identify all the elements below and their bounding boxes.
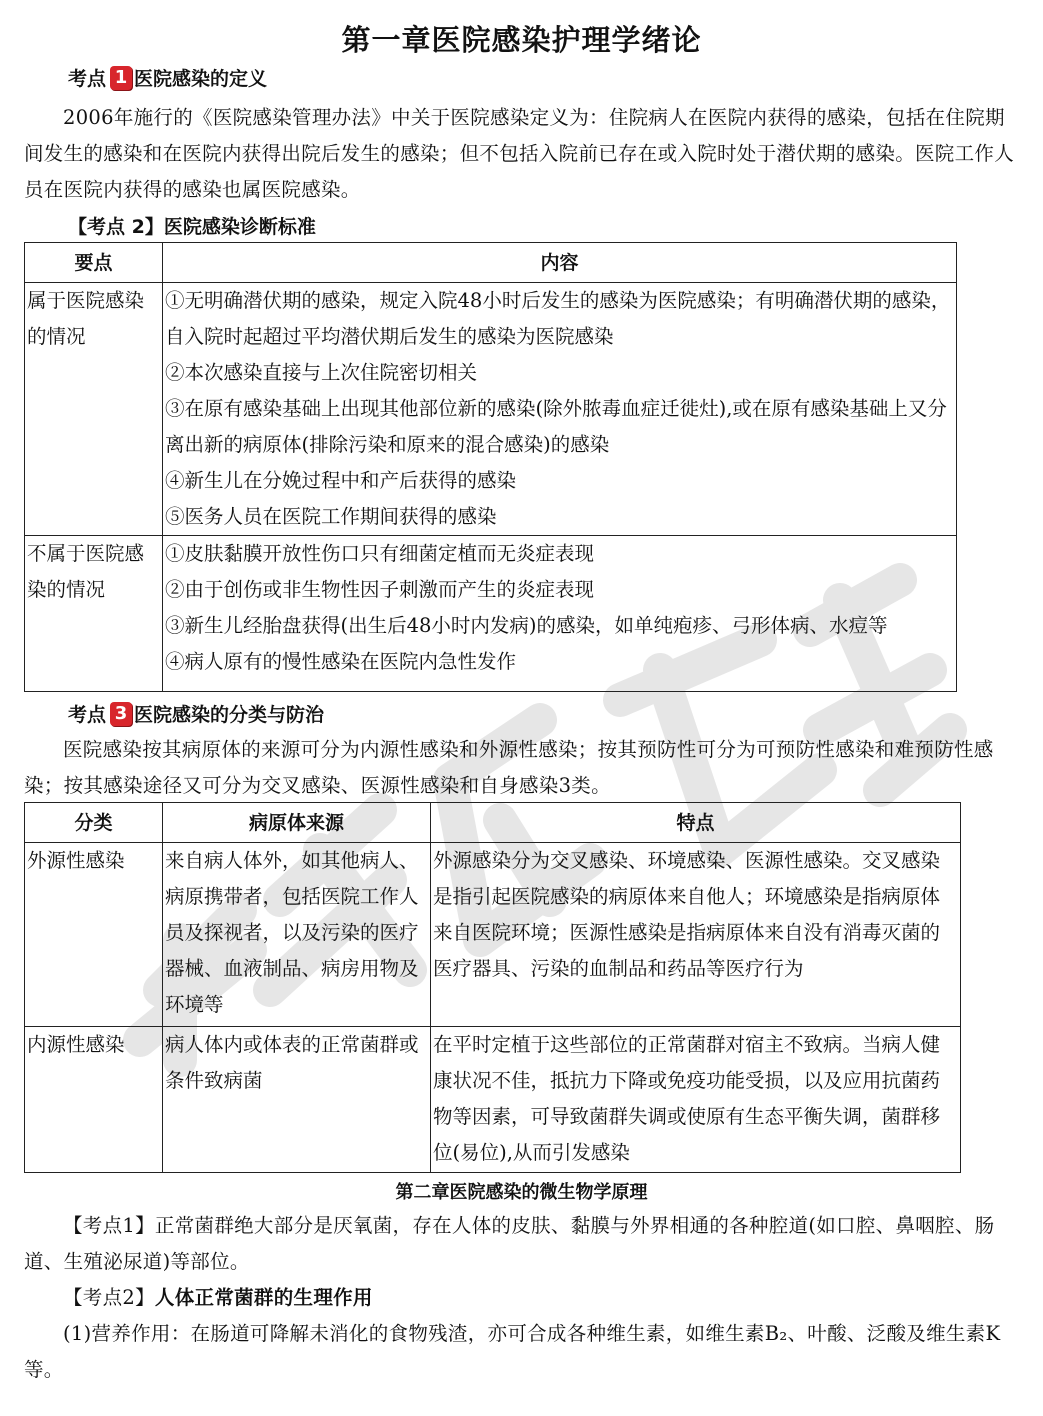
list-item: ③新生儿经胎盘获得(出生后48小时内发病)的感染，如单纯疱疹、弓形体病、水痘等 bbox=[165, 614, 888, 637]
diagnosis-table bbox=[24, 242, 957, 692]
chapter2-title: 第二章医院感染的微生物学原理 bbox=[395, 1182, 648, 1203]
table-row bbox=[25, 536, 957, 692]
ch2-kp1-text: 正常菌群绝大部分是厌氧菌，存在人体的皮肤、黏膜与外界相通的各种腔道(如口腔、鼻咽腔、肠道、生殖泌尿道)等部位。 bbox=[24, 1214, 995, 1273]
classification-header-category: 分类 bbox=[25, 803, 163, 843]
list-item: ⑤医务人员在医院工作期间获得的感染 bbox=[165, 505, 497, 528]
diagnosis-header-content: 内容 bbox=[163, 243, 957, 283]
ch2-kp1-paragraph bbox=[24, 1208, 1014, 1280]
list-item: ①无明确潜伏期的感染，规定入院48小时后发生的感染为医院感染；有明确潜伏期的感染，自入院时起超过平均潜伏期后发生的感染为医院感染 bbox=[165, 289, 951, 348]
list-item: ③在原有感染基础上出现其他部位新的感染(除外脓毒血症迁徙灶),或在原有感染基础上又分离出新的病原体(排除污染和原来的混合感染)的感染 bbox=[165, 397, 947, 456]
kp3-paragraph: 医院感染按其病原体的来源可分为内源性感染和外源性感染；按其预防性可分为可预防性感染和难预防性感染；按其感染途径又可分为交叉感染、医源性感染和自身感染3类。 bbox=[24, 738, 994, 797]
list-item: ①皮肤黏膜开放性伤口只有细菌定植而无炎症表现 bbox=[165, 542, 595, 565]
ch2-kp2-label: 【考点2】 bbox=[63, 1286, 155, 1309]
list-item: ④病人原有的慢性感染在医院内急性发作 bbox=[165, 650, 517, 673]
ch2-kp2-item1: (1)营养作用：在肠道可降解未消化的食物残渣，亦可合成各种维生素，如维生素B₂、叶酸、泛酸及维生素K等。 bbox=[24, 1322, 1001, 1381]
diagnosis-header-point: 要点 bbox=[25, 243, 163, 283]
table-row bbox=[25, 283, 957, 536]
exogenous-source: 来自病人体外，如其他病人、病原携带者，包括医院工作人员及探视者，以及污染的医疗器械、血液制品、病房用物及环境等 bbox=[163, 843, 431, 1027]
classification-header-feature: 特点 bbox=[431, 803, 961, 843]
classification-table bbox=[24, 802, 961, 1173]
classification-header-source: 病原体来源 bbox=[163, 803, 431, 843]
kp1-heading bbox=[68, 64, 267, 91]
endogenous-feature: 在平时定植于这些部位的正常菌群对宿主不致病。当病人健康状况不佳，抵抗力下降或免疫功能受损，以及应用抗菌药物等因素，可导致菌群失调或使原有生态平衡失调，菌群移位(易位),从而引发感染 bbox=[431, 1027, 961, 1173]
kp2-heading bbox=[68, 212, 316, 239]
ch2-kp2-heading-text: 人体正常菌群的生理作用 bbox=[154, 1286, 373, 1309]
kp1-paragraph: 2006年施行的《医院感染管理办法》中关于医院感染定义为：住院病人在医院内获得的感染，包括在住院期间发生的感染和在医院内获得出院后发生的感染；但不包括入院前已存在或入院时处于潜伏期的感染。医院工作人员在医院内获得的感染也属医院感染。 bbox=[24, 106, 1015, 201]
table-row bbox=[25, 1027, 961, 1173]
kp3-heading-text: 医院感染的分类与防治 bbox=[134, 704, 325, 726]
classification-table-header bbox=[25, 803, 961, 843]
kp3-prefix: 考点 bbox=[68, 704, 107, 726]
endogenous-category: 内源性感染 bbox=[25, 1027, 163, 1173]
kp3-number-badge: 3 bbox=[110, 702, 132, 726]
ch2-kp1-label: 【考点1】 bbox=[63, 1214, 155, 1237]
ch2-kp2-heading bbox=[24, 1280, 1014, 1316]
kp1-heading-text: 医院感染的定义 bbox=[134, 68, 268, 90]
kp2-heading-text: 【考点 2】医院感染诊断标准 bbox=[68, 216, 316, 238]
kp1-prefix: 考点 bbox=[68, 68, 107, 90]
diagnosis-table-header bbox=[25, 243, 957, 283]
diagnosis-row1-point: 属于医院感染的情况 bbox=[25, 283, 163, 536]
diagnosis-row1-content bbox=[163, 283, 957, 536]
kp1-number-badge: 1 bbox=[110, 66, 132, 90]
kp3-heading bbox=[68, 700, 324, 727]
diagnosis-row2-content bbox=[163, 536, 957, 692]
chapter1-title: 第一章医院感染护理学绪论 bbox=[341, 23, 702, 57]
list-item: ②本次感染直接与上次住院密切相关 bbox=[165, 361, 478, 384]
table-row bbox=[25, 843, 961, 1027]
exogenous-category: 外源性感染 bbox=[25, 843, 163, 1027]
list-item: ②由于创伤或非生物性因子刺激而产生的炎症表现 bbox=[165, 578, 595, 601]
list-item: ④新生儿在分娩过程中和产后获得的感染 bbox=[165, 469, 517, 492]
endogenous-source: 病人体内或体表的正常菌群或条件致病菌 bbox=[163, 1027, 431, 1173]
exogenous-feature: 外源感染分为交叉感染、环境感染、医源性感染。交叉感染是指引起医院感染的病原体来自他人；环境感染是指病原体来自医院环境；医源性感染是指病原体来自没有消毒灭菌的医疗器具、污染的血制品和药品等医疗行为 bbox=[431, 843, 961, 1027]
diagnosis-row2-point: 不属于医院感染的情况 bbox=[25, 536, 163, 692]
